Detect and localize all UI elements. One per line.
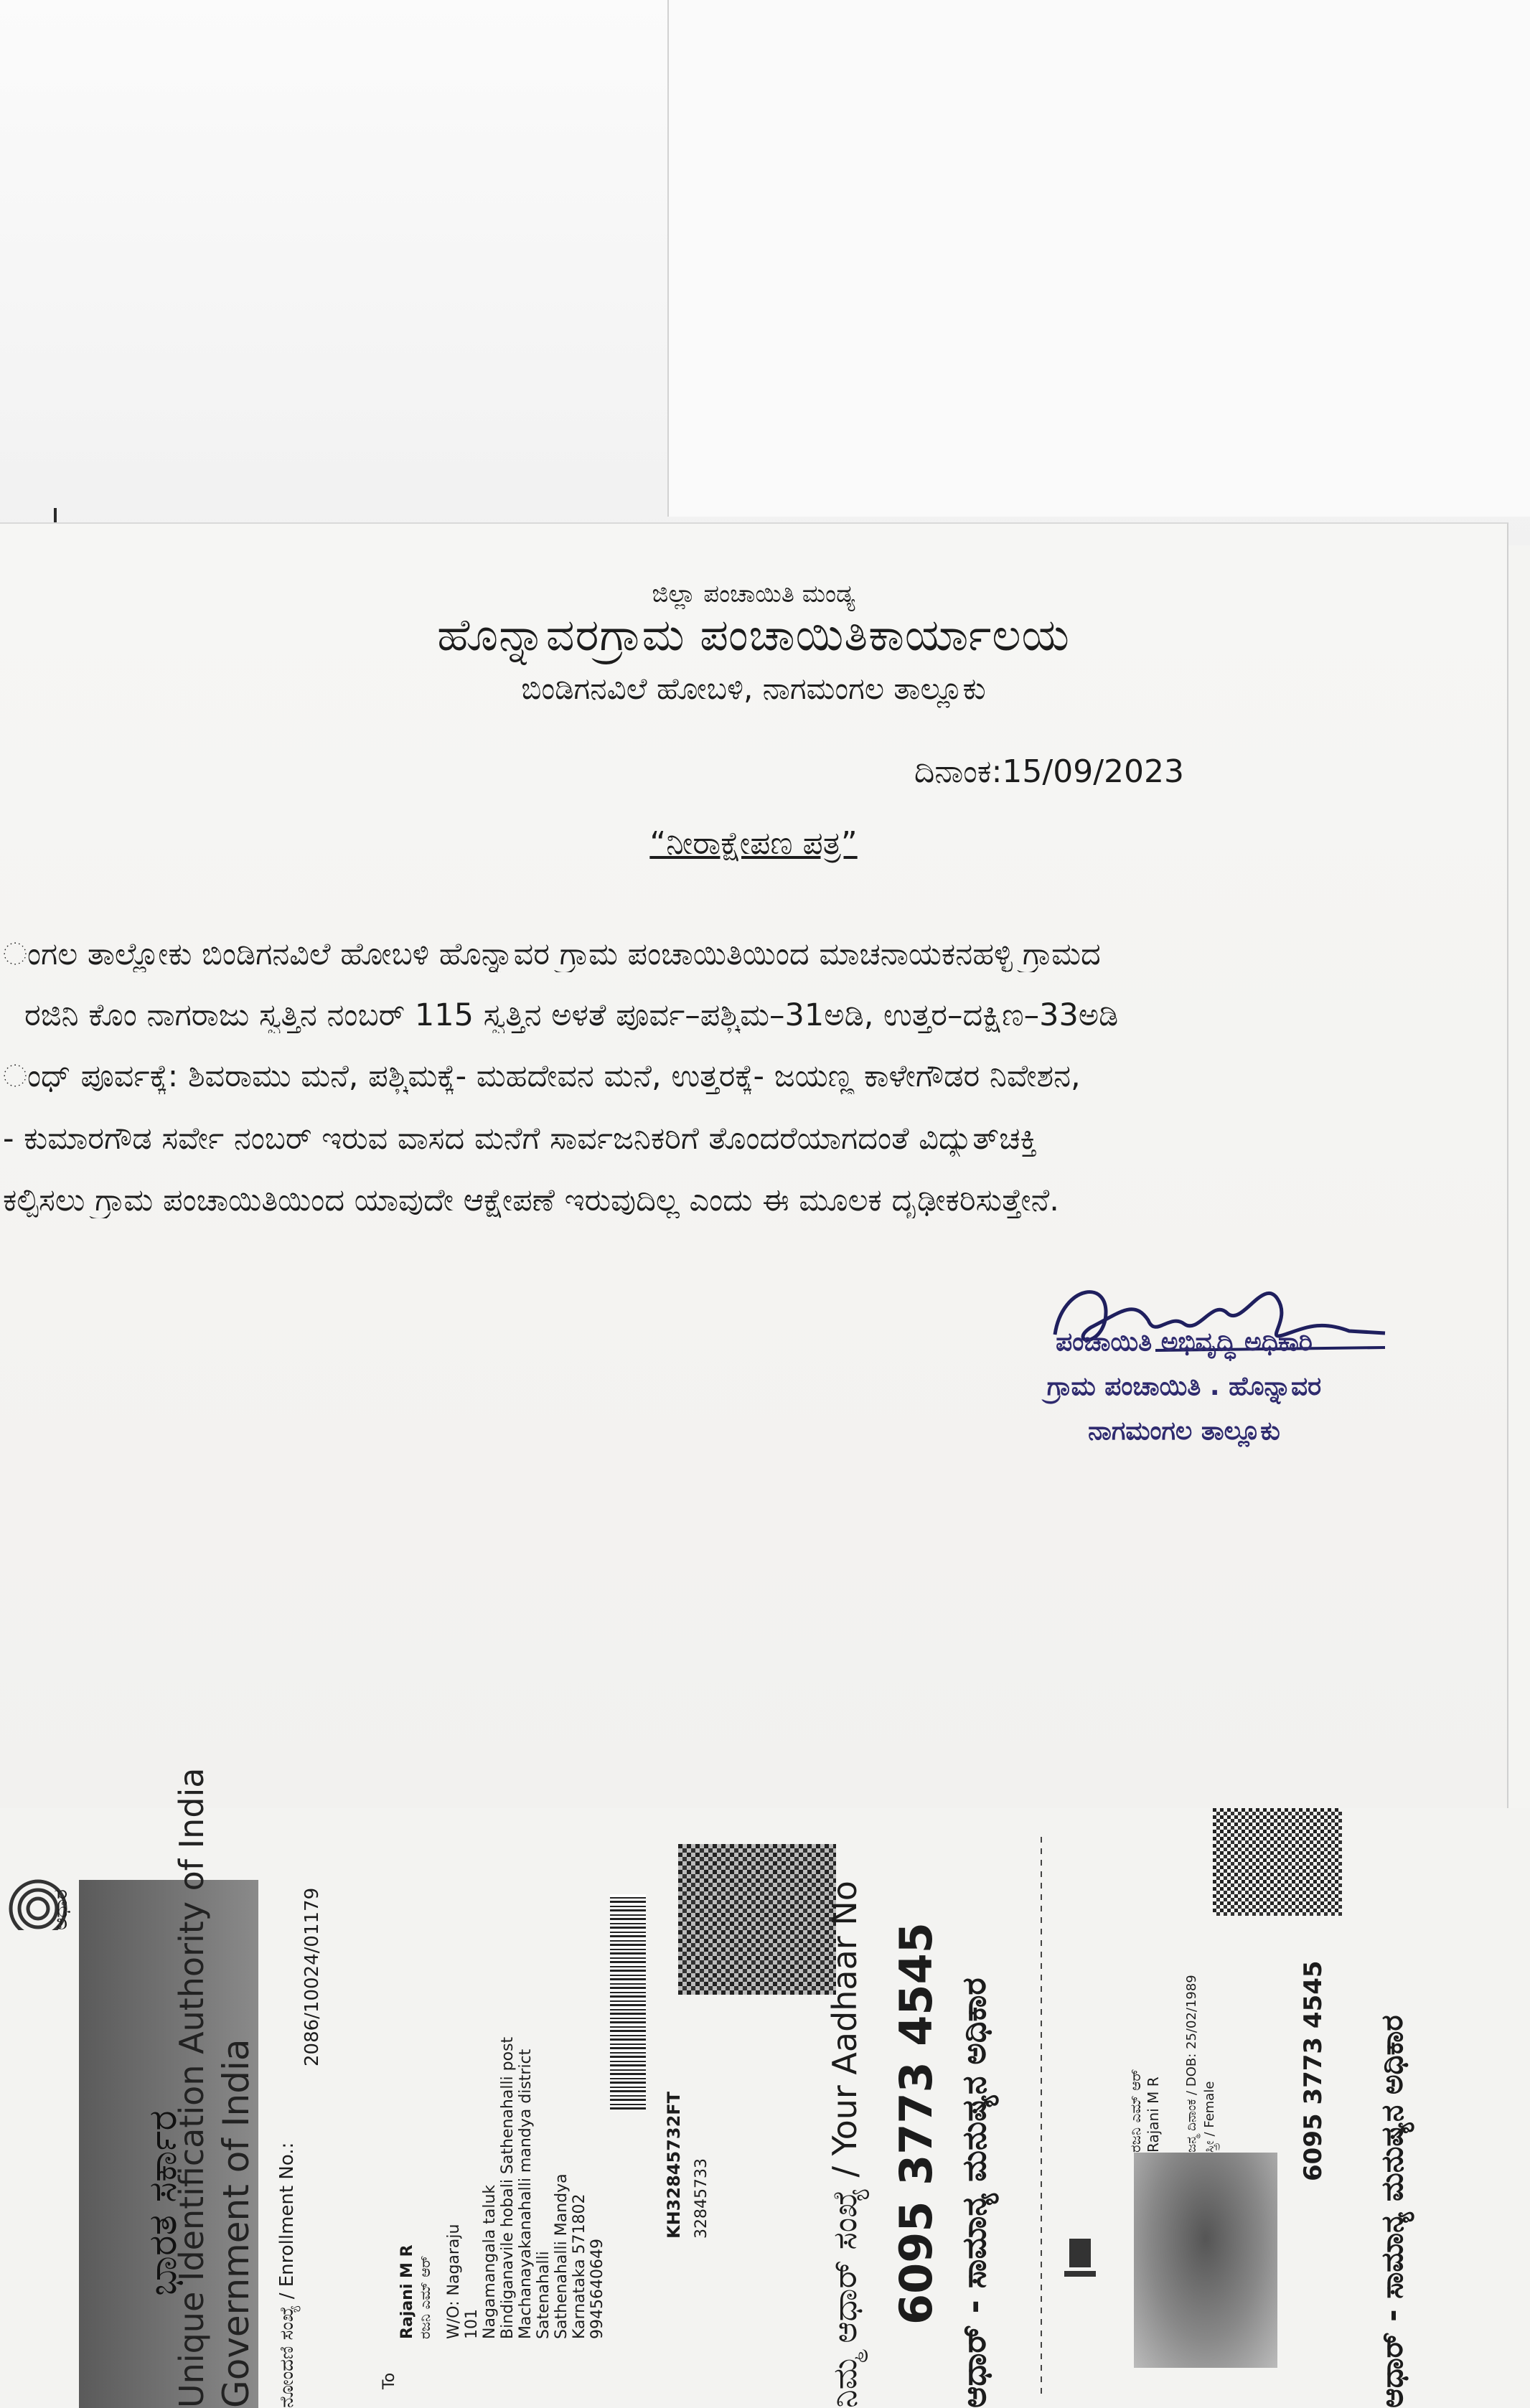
- qr-code: [678, 1844, 836, 1995]
- body-line-1: ಂಗಲ ತಾಲ್ಲೋಕು ಬಿಂಡಿಗನವಿಲೆ ಹೋಬಳಿ ಹೊನ್ನಾವರ ಗ್ರಾಮ ಪಂಚಾಯಿತಿಯಿಂದ ಮಾಚನಾಯಕನಹಳ್ಳಿ ಗ್ರಾಮದ: [3, 936, 1101, 972]
- uidai-name: Unique Identification Authority of India: [172, 1767, 211, 2408]
- gov-english: Government of India: [215, 2038, 257, 2408]
- card-name-kn: ರಜನಿ ಎಮ್ ಆರ್: [1127, 2069, 1144, 2153]
- card-gender: ಸ್ತ್ರೀ / Female: [1202, 2081, 1217, 2153]
- back-sheet: [0, 0, 1530, 545]
- address-line-2: Bindiganavile hobali Sathenahalli post: [499, 2036, 517, 2339]
- district-line: ಜಿಲ್ಲಾ ಪಂಚಾಯಿತಿ ಮಂಡ್ಯ: [652, 580, 855, 608]
- relation: W/O: Nagaraju: [445, 2224, 463, 2339]
- emblem-icon: [1059, 2231, 1102, 2289]
- body-line-4: - ಕುಮಾರಗೌಡ ಸರ್ವೇ ನಂಬರ್ ಇರುವ ವಾಸದ ಮನೆಗೆ ಸಾರ್ವಜನಿಕರಿಗೆ ತೊಂದರೆಯಾಗದಂತೆ ವಿದ್ಯುತ್‌ಚಕ್ತಿ: [3, 1121, 1038, 1157]
- aadhaar-number: 6095 3773 4545: [890, 1922, 942, 2325]
- gov-kannada: ಭಾರತ ಸರ್ಕಾರ: [140, 2110, 185, 2296]
- body-line-5: ಕಲ್ಪಿಸಲು ಗ್ರಾಮ ಪಂಚಾಯಿತಿಯಿಂದ ಯಾವುದೇ ಆಕ್ಷೇಪಣೆ ಇರುವುದಿಲ್ಲ ಎಂದು ಈ ಮೂಲಕ ದೃಢೀಕರಿಸುತ್ತೇನೆ.: [3, 1182, 1059, 1218]
- resident-name-kn: ರಜನಿ ಎಮ್ ಆರ್: [416, 2255, 433, 2339]
- body-line-3: ಂಧ್ ಪೂರ್ವಕ್ಕೆ: ಶಿವರಾಮು ಮನೆ, ಪಶ್ಚಿಮಕ್ಕೆ- ಮಹದೇವನ ಮನೆ, ಉತ್ತರಕ್ಕೆ- ಜಯಣ್ಣ ಕಾಳೇಗೌಡರ ನಿವೇಶನ,: [3, 1058, 1081, 1094]
- card-qr-code: [1213, 1808, 1342, 1916]
- letter-code: KH32845732FT: [664, 2091, 684, 2239]
- card-dob: ಜನ್ಮ ದಿನಾಂಕ / DOB: 25/02/1989: [1184, 1975, 1199, 2153]
- card-aadhaar-number: 6095 3773 4545: [1299, 1960, 1328, 2181]
- office-title: ಹೊನ್ನಾವರಗ್ರಾಮ ಪಂಚಾಯಿತಿಕಾರ್ಯಾಲಯ: [437, 608, 1070, 661]
- cut-line: [1041, 1837, 1042, 2397]
- address-line-4: Satenahalli: [535, 2251, 553, 2339]
- letter-date: ದಿನಾಂಕ:15/09/2023: [914, 753, 1184, 790]
- holder-photo: [1134, 2153, 1277, 2368]
- address-to: To: [380, 2372, 398, 2389]
- resident-name-en: Rajani M R: [398, 2244, 416, 2339]
- back-panel: [667, 0, 1530, 517]
- stamp-line-1: ಪಂಚಾಯಿತಿ ಅಭಿವೃದ್ಧಿ ಅಧಿಕಾರಿ: [1056, 1327, 1313, 1357]
- aadhaar-tagline: ಆಧಾರ್ - ಸಾಮಾನ್ಯ ಮನುಷ್ಯನ ಅಧಿಕಾರ: [954, 1977, 993, 2408]
- aadhaar-logo-text: ಆಧಾರ: [50, 1889, 72, 1930]
- signatory-stamp: [983, 1320, 1385, 1454]
- address-barcode: [610, 1894, 646, 2110]
- letter-heading: “ನೀರಾಕ್ಷೇಪಣ ಪತ್ರ”: [649, 825, 858, 862]
- enrollment-label: ನೋಂದಣಿ ಸಂಖ್ಯೆ / Enrollment No.:: [276, 2142, 298, 2408]
- house-no: 101: [463, 2309, 481, 2339]
- address-line-3: Machanayakanahalli mandya district: [517, 2049, 535, 2339]
- stamp-line-3: ನಾಗಮಂಗಲ ತಾಲ್ಲೂಕು: [1088, 1416, 1280, 1446]
- card-name-en: Rajani M R: [1145, 2077, 1162, 2153]
- address-line-5: Sathenahalli Mandya: [553, 2173, 571, 2339]
- hobli-line: ಬಿಂಡಿಗನವಿಲೆ ಹೋಬಳಿ, ನಾಗಮಂಗಲ ತಾಲ್ಲೂಕು: [521, 671, 986, 706]
- body-line-2: ರಜಿನಿ ಕೊಂ ನಾಗರಾಜು ಸ್ವತ್ತಿನ ನಂಬರ್ 115 ಸ್ವತ್ತಿನ ಅಳತೆ ಪೂರ್ವ–ಪಶ್ಚಿಮ–31ಅಡಿ, ಉತ್ತರ–ದಕ್ಷಿಣ–33ಅಡಿ: [24, 997, 1119, 1033]
- phone-number: 9945640649: [588, 2239, 606, 2339]
- stamp-line-2: ಗ್ರಾಮ ಪಂಚಾಯಿತಿ . ಹೊನ್ನಾವರ: [1046, 1372, 1322, 1401]
- your-aadhaar-label: ನಿಮ್ಮ ಆಧಾರ್ ಸಂಖ್ಯೆ / Your Aadhaar No: [825, 1881, 864, 2408]
- letter-code-2: 32845733: [693, 2158, 710, 2239]
- card-tagline: ಆಧಾರ್ - ಸಾಮಾನ್ಯ ಮನುಷ್ಯನ ಅಧಿಕಾರ: [1374, 2015, 1409, 2408]
- address-line-1: Nagamangala taluk: [481, 2184, 499, 2339]
- enrollment-number: 2086/10024/01179: [301, 1887, 323, 2066]
- noc-letter: [0, 522, 1508, 1808]
- address-line-6: Karnataka 571802: [571, 2193, 588, 2339]
